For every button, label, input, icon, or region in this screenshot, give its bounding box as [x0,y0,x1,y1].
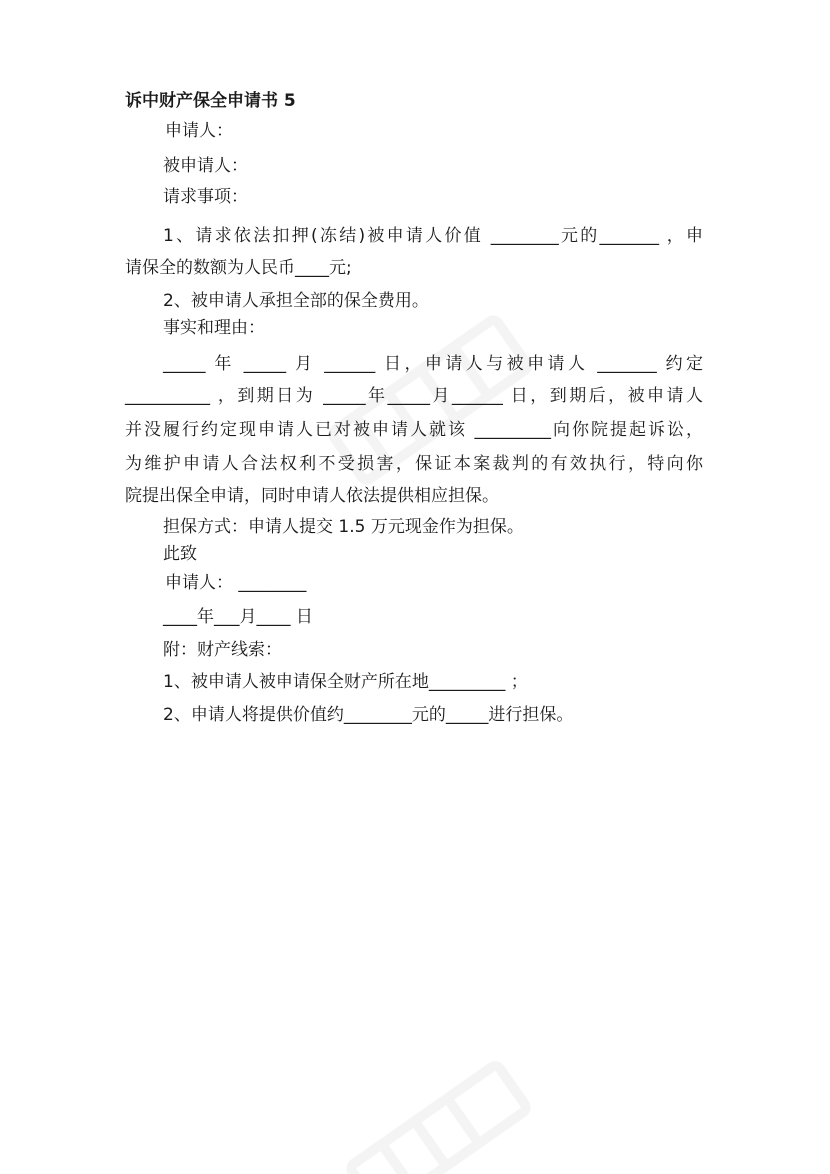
request-item-1-line-2: 请保全的数额为人民币____元; [125,258,352,278]
salutation: 此致 [163,544,197,564]
signature-applicant: 申请人： ________ [165,573,307,593]
respondent-label: 被申请人： [163,156,248,176]
facts-line-3: 并没履行约定现申请人已对被申请人就该 _________向你院提起诉讼， [125,420,703,440]
document-title: 诉中财产保全申请书 5 [125,91,296,111]
facts-line-4: 为维护申请人合法权利不受损害，保证本案裁判的有效执行，特向你 [125,454,703,474]
applicant-label: 申请人： [165,121,233,141]
attachment-label: 附：财产线索： [163,640,282,660]
request-items-label: 请求事项： [163,187,248,207]
attachment-item-1: 1、被申请人被申请保全财产所在地_________ ； [163,672,528,692]
facts-line-1: _____ 年 _____ 月 ______ 日，申请人与被申请人 _______ 约定 [163,354,703,374]
guarantee-method: 担保方式：申请人提交 1.5 万元现金作为担保。 [163,517,524,537]
watermark-graphic [330,1060,550,1174]
signature-date: ____年___月____ 日 [163,607,313,627]
facts-line-2: __________ ，到期日为 _____年_____月______ 日，到期后，被申请人 [125,386,703,406]
facts-line-5: 院提出保全申请，同时申请人依法提供相应担保。 [125,486,499,506]
attachment-item-2: 2、申请人将提供价值约________元的_____进行担保。 [163,705,574,725]
request-item-1-line-1: 1、请求依法扣押(冻结)被申请人价值 ________元的_______ ，申 [163,226,703,246]
request-item-2: 2、被申请人承担全部的保全费用。 [163,291,429,311]
facts-label: 事实和理由： [163,318,265,338]
